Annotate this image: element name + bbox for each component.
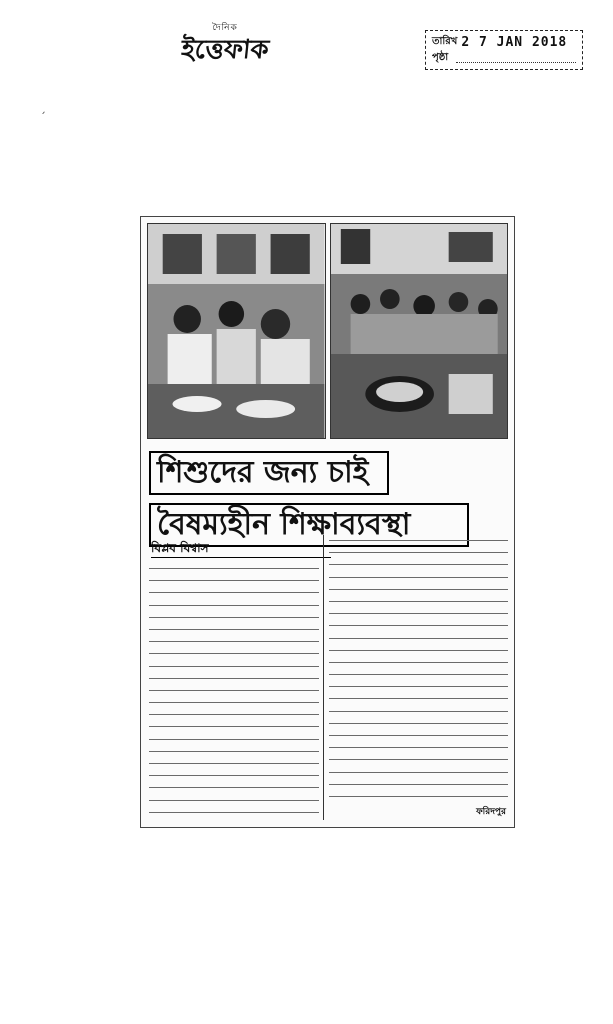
byline: বিপ্লব বিশ্বাস (151, 541, 209, 555)
byline-rule (151, 557, 331, 558)
page-line (456, 54, 576, 63)
photo-row (147, 223, 508, 437)
news-clipping (140, 216, 515, 828)
headline-line-1: শিশুদের জন্য চাই (149, 451, 389, 495)
classroom-photo-left (147, 223, 326, 439)
headline (149, 451, 509, 547)
classroom-photo-right (330, 223, 509, 439)
date-stamp (425, 30, 583, 70)
masthead-prefix: দৈনিক (212, 23, 238, 33)
masthead (165, 20, 285, 65)
article-signature: ফরিদপুর (476, 807, 506, 817)
date-value: 2 7 JAN 2018 (461, 34, 568, 50)
page-label: পৃষ্ঠা (432, 51, 449, 63)
newspaper-name: ইত্তেফাক (179, 35, 271, 65)
article-body-left (149, 563, 319, 815)
article-body-right (329, 535, 508, 805)
headline-line-2: বৈষম্যহীন শিক্ষাব্যবস্থা (149, 503, 469, 547)
date-label: তারিখ (432, 35, 458, 47)
scan-mark: ˏ (40, 100, 46, 114)
column-divider (323, 535, 324, 820)
